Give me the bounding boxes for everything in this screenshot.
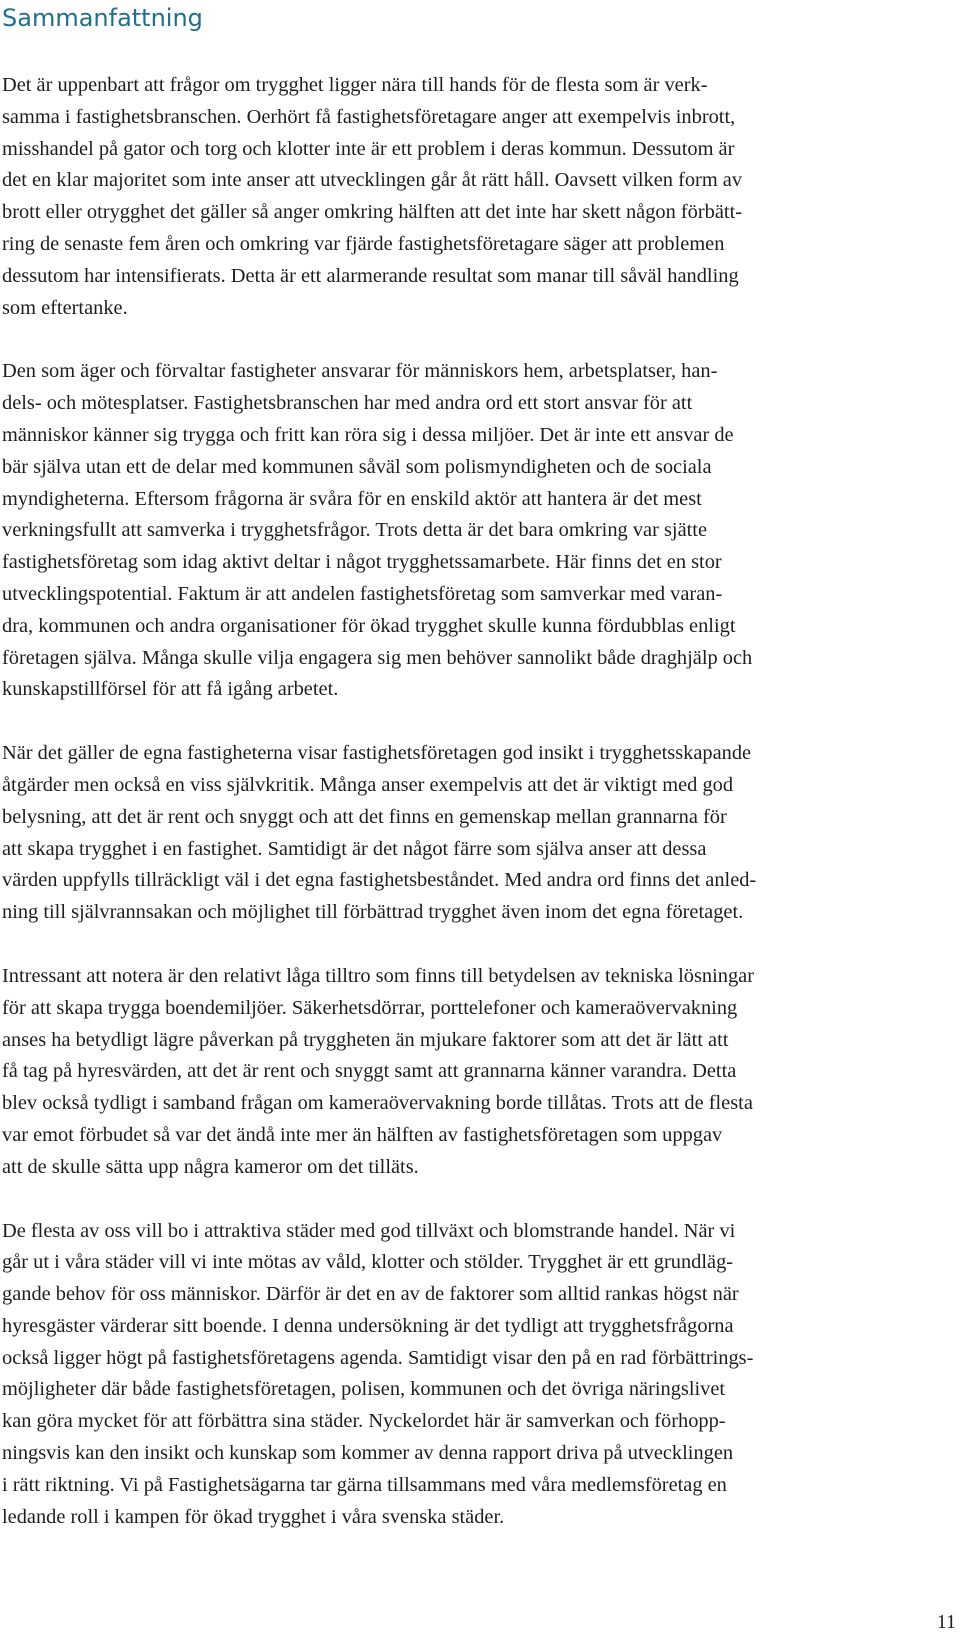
text-line: dessutom har intensifierats. Detta är ett alarmerande resultat som manar till såväl handling [2, 264, 739, 287]
text-line: var emot förbudet så var det ändå inte mer än hälften av fastighetsföretagen som uppgav [2, 1123, 723, 1146]
text-line: belysning, att det är rent och snyggt och att det finns en gemenskap mellan grannarna för [2, 805, 727, 828]
text-line: ledande roll i kampen för ökad trygghet i våra svenska städer. [2, 1505, 505, 1528]
text-line: samma i fastighetsbranschen. Oerhört få fastighetsföretagare anger att exempelvis inbrott, [2, 105, 736, 128]
text-line: ningsvis kan den insikt och kunskap som kommer av denna rapport driva på utvecklingen [2, 1442, 734, 1465]
text-line: att skapa trygghet i en fastighet. Samtidigt är det något färre som själva anser att dessa [2, 837, 707, 860]
text-line: gande behov för oss människor. Därför är det en av de faktorer som alltid rankas högst när [2, 1283, 739, 1306]
text-line: ring de senaste fem åren och omkring var fjärde fastighetsföretagare säger att problemen [2, 232, 725, 255]
page-number: 11 [936, 1611, 956, 1633]
text-line: Det är uppenbart att frågor om trygghet ligger nära till hands för de flesta som är verk- [2, 74, 708, 96]
text-line: går ut i våra städer vill vi inte mötas av våld, klotter och stölder. Trygghet är ett grundläg- [2, 1251, 734, 1274]
text-line: hyresgäster värderar sitt boende. I denna undersökning är det tydligt att trygghetsfrågorna [2, 1314, 734, 1337]
text-line: kan göra mycket för att förbättra sina städer. Nyckelordet här är samverkan och förhopp- [2, 1410, 726, 1433]
text-line: värden uppfylls tillräckligt väl i det egna fastighetsbeståndet. Med andra ord finns det anled- [2, 869, 757, 892]
text-line: för att skapa trygga boendemiljöer. Säkerhetsdörrar, porttelefoner och kameraövervakning [2, 996, 738, 1019]
text-line: människor känner sig trygga och fritt kan röra sig i dessa miljöer. Det är inte ett ansvar de [2, 423, 734, 446]
text-line: verkningsfullt att samverka i trygghetsfrågor. Trots detta är det bara omkring var sjätte [2, 519, 707, 542]
text-line: Intressant att notera är den relativt låga tilltro som finns till betydelsen av tekniska lösningar [2, 964, 754, 987]
text-line: det en klar majoritet som inte anser att utvecklingen går åt rätt håll. Oavsett vilken form av [2, 169, 743, 192]
paragraph-5 [2, 1216, 957, 1534]
text-line: brott eller otrygghet det gäller så anger omkring hälften att det inte har skett någon förbätt- [2, 201, 743, 224]
paragraph-4 [2, 961, 957, 1184]
text-line: att de skulle sätta upp några kameror om det tilläts. [2, 1155, 419, 1178]
text-line: När det gäller de egna fastigheterna visar fastighetsföretagen god insikt i trygghetsskapande [2, 742, 752, 765]
text-line: ning till självrannsakan och möjlighet till förbättrad trygghet även inom det egna företaget. [2, 901, 744, 924]
body-text [2, 70, 957, 1565]
text-line: kunskapstillförsel för att få igång arbetet. [2, 678, 339, 701]
text-line: dra, kommunen och andra organisationer för ökad trygghet skulle kunna fördubblas enligt [2, 614, 736, 637]
text-line: åtgärder men också en viss självkritik. Många anser exempelvis att det är viktigt med god [2, 773, 734, 796]
text-line: anses ha betydligt lägre påverkan på tryggheten än mjukare faktorer som att det är lätt att [2, 1028, 729, 1051]
text-line: också ligger högt på fastighetsföretagens agenda. Samtidigt visar den på en rad förbättrings- [2, 1346, 754, 1369]
paragraph-1 [2, 70, 957, 324]
text-line: misshandel på gator och torg och klotter inte är ett problem i deras kommun. Dessutom är [2, 137, 735, 160]
text-line: fastighetsföretag som idag aktivt deltar i något trygghetssamarbete. Här finns det en stor [2, 551, 722, 574]
text-line: dels- och mötesplatser. Fastighetsbranschen har med andra ord ett stort ansvar för att [2, 392, 693, 415]
text-line: myndigheterna. Eftersom frågorna är svåra för en enskild aktör att hantera är det mest [2, 487, 702, 510]
text-line: företagen själva. Många skulle vilja engagera sig men behöver sannolikt både draghjälp och [2, 646, 753, 669]
text-line: bär själva utan ett de delar med kommunen såväl som polismyndigheten och de sociala [2, 455, 712, 478]
text-line: möjligheter där både fastighetsföretagen, polisen, kommunen och det övriga näringslivet [2, 1378, 726, 1401]
paragraph-3 [2, 738, 957, 929]
text-line: blev också tydligt i samband frågan om kameraövervakning borde tillåtas. Trots att de flesta [2, 1092, 753, 1115]
text-line: få tag på hyresvärden, att det är rent och snyggt samt att grannarna känner varandra. Detta [2, 1060, 737, 1083]
text-line: som eftertanke. [2, 296, 128, 319]
text-line: Den som äger och förvaltar fastigheter ansvarar för människors hem, arbetsplatser, han- [2, 360, 718, 383]
text-line: i rätt riktning. Vi på Fastighetsägarna tar gärna tillsammans med våra medlemsföretag en [2, 1473, 727, 1496]
paragraph-2 [2, 356, 957, 706]
text-line: utvecklingspotential. Faktum är att andelen fastighetsföretag som samverkar med varan- [2, 582, 723, 605]
text-line: De flesta av oss vill bo i attraktiva städer med god tillväxt och blomstrande handel. När vi [2, 1219, 736, 1242]
section-heading: Sammanfattning [2, 4, 203, 32]
